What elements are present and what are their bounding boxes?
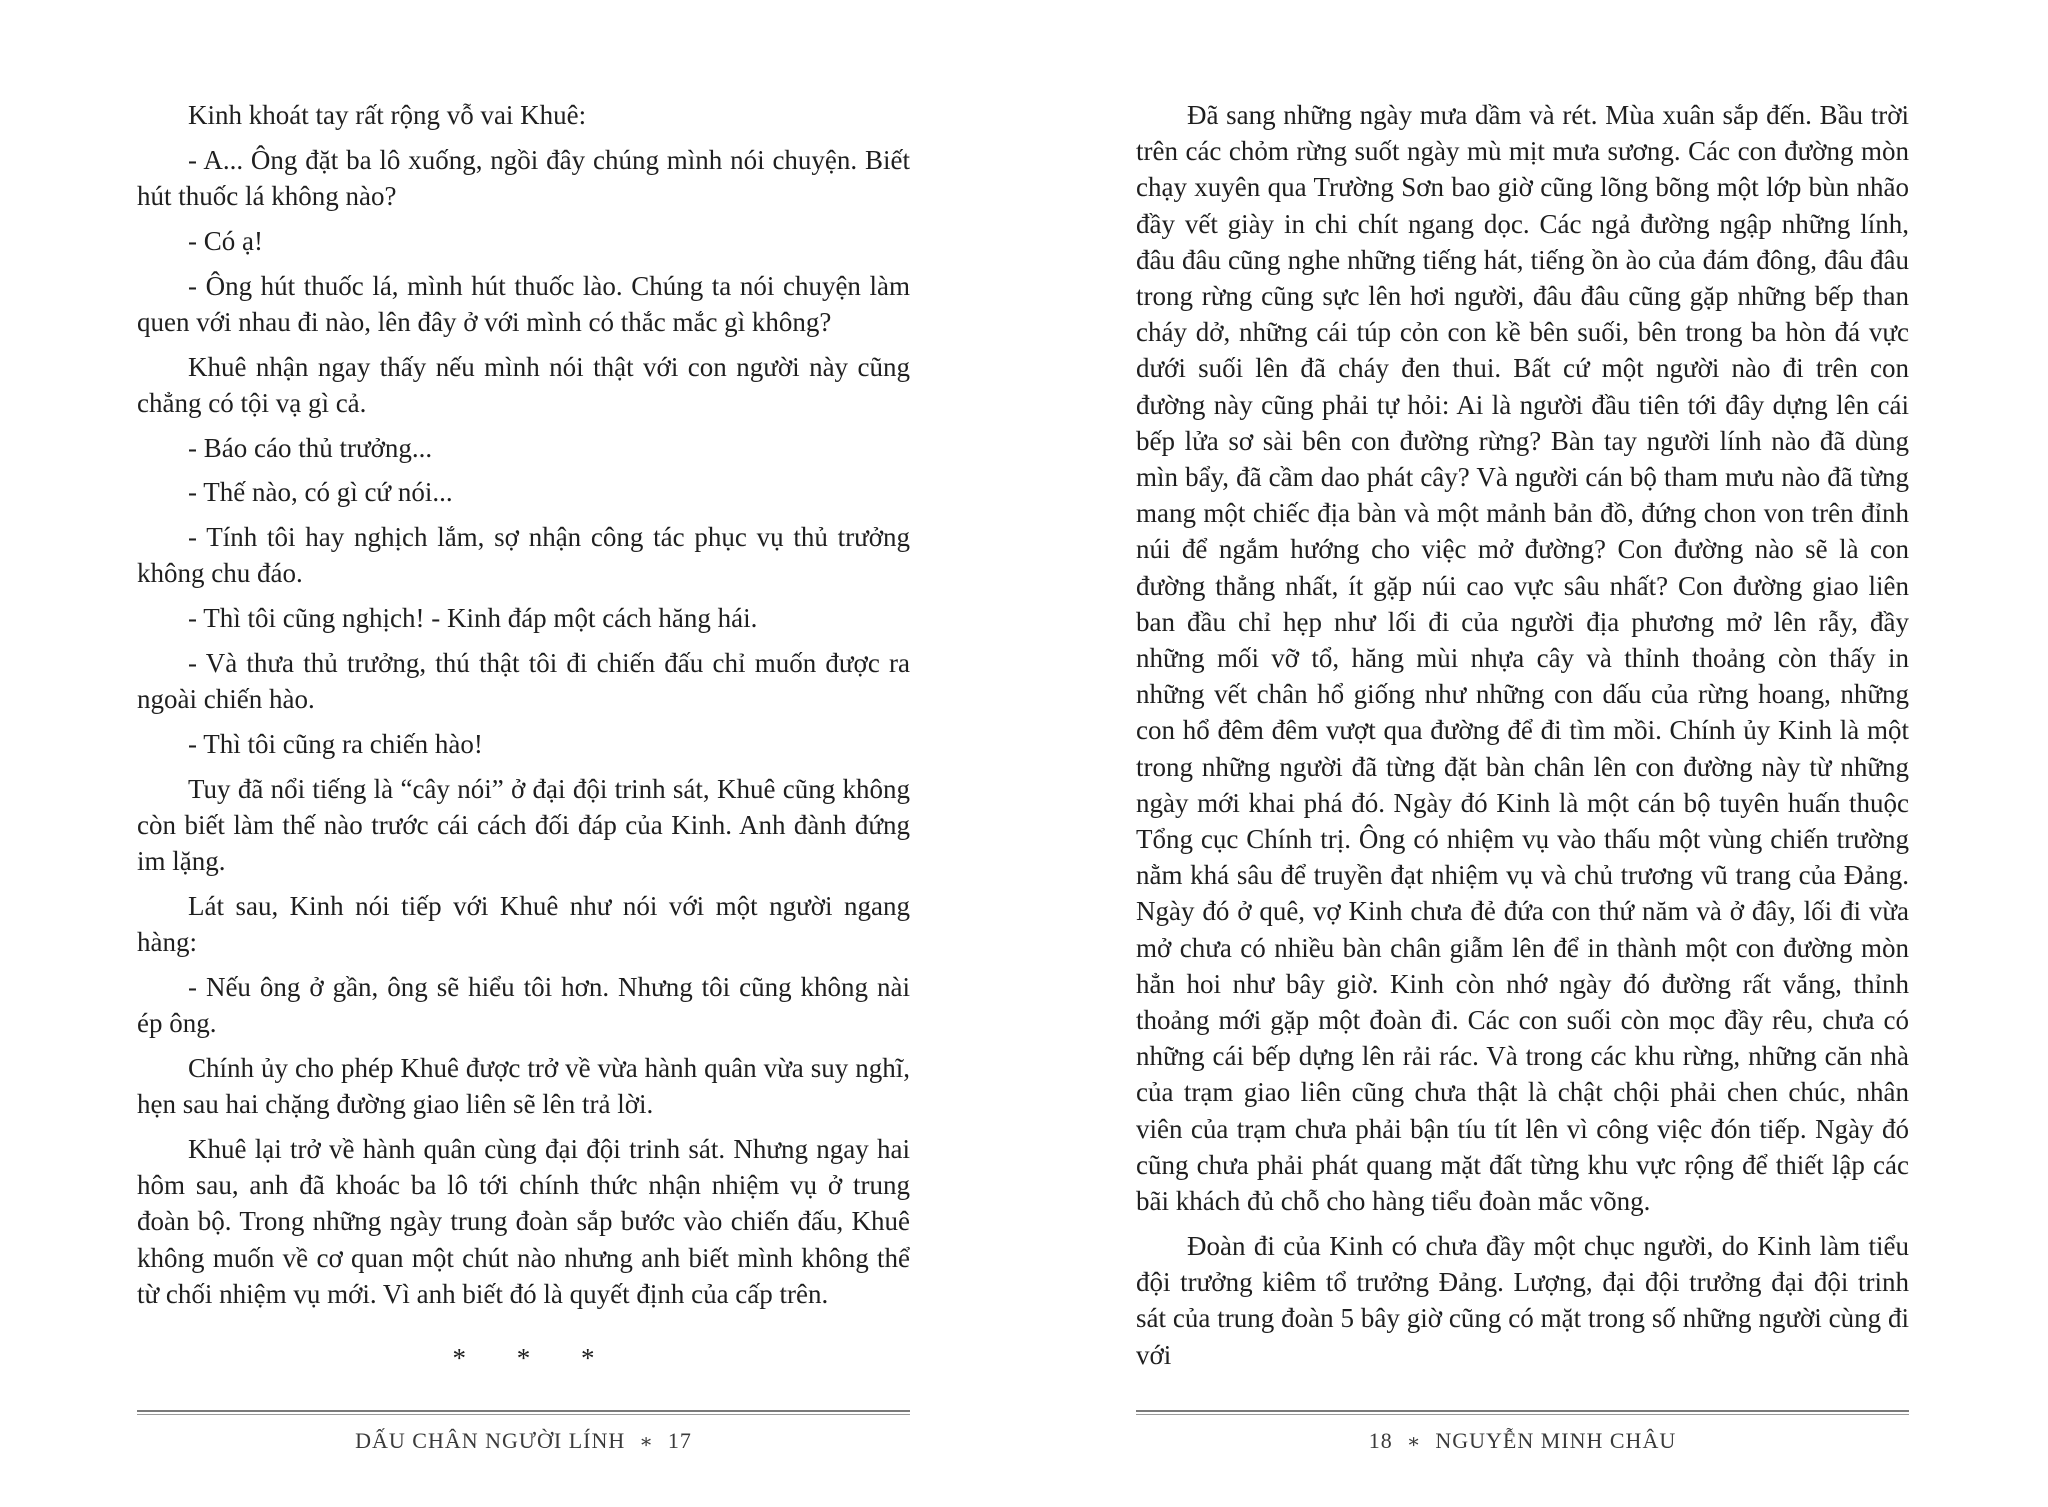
paragraph: - Báo cáo thủ trưởng... (188, 432, 433, 463)
paragraph: - Tính tôi hay nghịch lắm, sợ nhận công tác phục vụ thủ trưởng không chu đáo. (137, 522, 910, 589)
running-title: DẤU CHÂN NGƯỜI LÍNH (355, 1428, 626, 1453)
page-number: 17 (667, 1428, 692, 1453)
right-page (1136, 0, 1909, 1507)
paragraph: - Thế nào, có gì cứ nói... (188, 477, 453, 508)
footer-separator: ∗ (1406, 1431, 1422, 1453)
paragraph: - Thì tôi cũng nghịch! - Kinh đáp một cách hăng hái. (188, 603, 758, 634)
right-page-text (1136, 97, 1909, 1381)
right-page-footer (1136, 1426, 1909, 1457)
section-separator: * * * (452, 1343, 617, 1373)
running-author: NGUYỄN MINH CHÂU (1435, 1428, 1677, 1453)
paragraph: Đoàn đi của Kinh có chưa đầy một chục người, do Kinh làm tiểu đội trưởng kiêm tổ trưởng Đảng. Lượng, đại đội trưởng đại đội trinh sát của trung đoàn 5 bây giờ cũng có mặt trong số những người cùng đi với (1136, 1230, 1909, 1370)
paragraph: Kinh khoát tay rất rộng vỗ vai Khuê: (188, 100, 587, 130)
paragraph: - Có ạ! (188, 225, 263, 256)
footer-separator: ∗ (639, 1431, 654, 1453)
page-number: 18 (1368, 1428, 1393, 1453)
paragraph: Tuy đã nổi tiếng là “cây nói” ở đại đội trinh sát, Khuê cũng không còn biết làm thế nào trước cái cách đối đáp của Kinh. Anh đành đứng im lặng. (137, 773, 910, 877)
footer-rule (1136, 1410, 1909, 1415)
left-page (137, 0, 910, 1507)
paragraph: - Thì tôi cũng ra chiến hào! (188, 728, 483, 759)
paragraph: Lát sau, Kinh nói tiếp với Khuê như nói với một người ngang hàng: (137, 890, 910, 958)
left-page-footer (137, 1426, 910, 1457)
paragraph: Đã sang những ngày mưa dầm và rét. Mùa xuân sắp đến. Bầu trời trên các chỏm rừng suốt ngày mù mịt mưa sương. Các con đường mòn chạy xuyên qua Trường Sơn bao giờ cũng lõng bõng một lớp bùn nhão đầy vết giày in chi chít ngang dọc. Các ngả đường ngập những lính, đâu đâu cũng nghe những tiếng hát, tiếng ồn ào của đám đông, đâu đâu trong rừng cũng sực lên hơi người, đâu đâu cũng gặp những bếp than cháy dở, những cái túp cỏn con kề bên suối, bên trong ba hòn đá vực dưới suối lên đã cháy đen thui. Bất cứ một người nào đi trên con đường này cũng phải tự hỏi: Ai là người đầu tiên tới đây dựng lên cái bếp lửa sơ sài bên con đường rừng? Bàn tay người lính nào đã dùng mìn bẩy, đã cầm dao phát cây? Và người cán bộ tham mưu nào đã từng mang một chiếc địa bàn và một mảnh bản đồ, đứng chon von trên đỉnh núi để ngắm hướng cho việc mở đường? Con đường nào sẽ là con đường thẳng nhất, ít gặp núi cao vực sâu nhất? Con đường giao liên ban đầu chỉ hẹp như lối đi của người địa phương mở lên rẫy, đầy những mối vỡ tổ, hăng mùi nhựa cây và thỉnh thoảng còn thấy in những vết chân hổ giống như những con dấu của rừng hoang, những con hổ đêm đêm vượt qua đường để đi tìm mồi. Chính ủy Kinh là một trong những người đã từng đặt bàn chân lên con đường này từ những ngày mới khai phá đó. Ngày đó Kinh là một cán bộ tuyên huấn thuộc Tổng cục Chính trị. Ông có nhiệm vụ vào thấu một vùng chiến trường nằm khá sâu để truyền đạt nhiệm vụ và chủ trương vũ trang của Đảng. Ngày đó ở quê, vợ Kinh chưa đẻ đứa con thứ năm và ở đây, lối đi vừa mở chưa có nhiều bàn chân giẫm lên để in thành một con đường mòn hẳn hoi như bây giờ. Kinh còn nhớ ngày đó đường rất vắng, thỉnh thoảng mới gặp một đoàn đi. Các con suối còn mọc đầy rêu, chưa có những cái bếp dựng lên rải rác. Và trong các khu rừng, những căn nhà của trạm giao liên cũng chưa thật là chật chội phải chen chúc, nhân viên của trạm chưa phải bận tíu tít lên vì công việc đón tiếp. Ngày đó cũng chưa phải phát quang mặt đất từng khu vực rộng để thiết lập các bãi khách đủ chỗ cho hàng tiểu đoàn mắc võng. (1136, 100, 1909, 1217)
paragraph: - Và thưa thủ trưởng, thú thật tôi đi chiến đấu chỉ muốn được ra ngoài chiến hào. (137, 647, 910, 715)
paragraph: Khuê nhận ngay thấy nếu mình nói thật với con người này cũng chẳng có tội vạ gì cả. (137, 351, 910, 418)
left-page-text (137, 97, 910, 1385)
paragraph: - Ông hút thuốc lá, mình hút thuốc lào. Chúng ta nói chuyện làm quen với nhau đi nào, lên đây ở với mình có thắc mắc gì không? (137, 270, 910, 337)
paragraph: Chính ủy cho phép Khuê được trở về vừa hành quân vừa suy nghĩ, hẹn sau hai chặng đường giao liên sẽ lên trả lời. (137, 1052, 910, 1120)
footer-rule (137, 1410, 910, 1415)
paragraph: - A... Ông đặt ba lô xuống, ngồi đây chúng mình nói chuyện. Biết hút thuốc lá không nào? (137, 144, 910, 211)
paragraph: Khuê lại trở về hành quân cùng đại đội trinh sát. Nhưng ngay hai hôm sau, anh đã khoác ba lô tới chính thức nhận nhiệm vụ ở trung đoàn bộ. Trong những ngày trung đoàn sắp bước vào chiến đấu, Khuê không muốn về cơ quan một chút nào nhưng anh biết mình không thể từ chối nhiệm vụ mới. Vì anh biết đó là quyết định của cấp trên. (137, 1133, 910, 1309)
paragraph: - Nếu ông ở gần, ông sẽ hiểu tôi hơn. Nhưng tôi cũng không nài ép ông. (137, 971, 910, 1039)
